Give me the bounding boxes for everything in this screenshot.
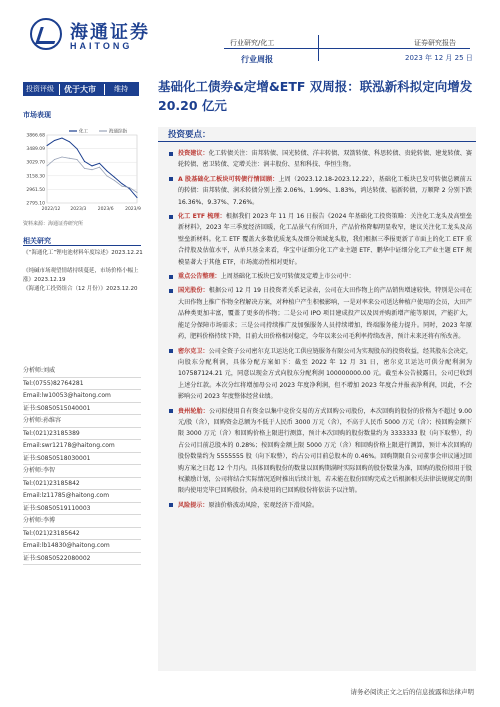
analyst-name: 分析师:刘威 (23, 365, 141, 378)
analyst-tel: Tel:(021)23185389 (23, 428, 141, 441)
analyst-tel: Tel:(021)23185842 (23, 478, 141, 491)
analyst-card (23, 465, 141, 515)
key-point-item (168, 174, 472, 208)
market-section-title: 市场表现 (23, 111, 51, 119)
analyst-email[interactable]: Email:swr12178@haitong.com (23, 440, 141, 453)
series-point (107, 176, 108, 177)
analyst-cert: 证书:S0850519110003 (23, 503, 141, 516)
plot-frame (47, 135, 137, 203)
key-point-lead: 贵州轮胎： (178, 407, 209, 415)
analyst-tel: Tel:(021)23185642 (23, 528, 141, 541)
series-point (99, 163, 100, 164)
series-point (54, 159, 55, 160)
y-tick-label: 3158.30 (26, 174, 45, 180)
key-points-rule (158, 141, 476, 142)
rating-trend: 维持 (114, 85, 128, 93)
header-rule (224, 48, 470, 49)
series-point (84, 168, 85, 169)
bullet-square-icon (169, 409, 173, 413)
series-point (69, 141, 70, 142)
logo-cn-text: 海通证券 (70, 22, 150, 43)
series-point (92, 165, 93, 166)
series-point (92, 169, 93, 170)
key-point-lead: 密尔克卫： (178, 347, 209, 355)
series-point (114, 180, 115, 181)
report-date: 2023 年 12 月 25 日 (405, 54, 473, 62)
haitong-logo (30, 18, 180, 58)
series-point (99, 167, 100, 168)
key-point-item (168, 148, 472, 171)
series-point (122, 183, 123, 184)
bullet-square-icon (169, 152, 173, 156)
y-tick-label: 3029.70 (26, 160, 45, 166)
legend-label: 化工 (79, 129, 88, 135)
key-point-lead: 国光股份： (178, 287, 209, 295)
x-tick-label: 2023/3 (70, 207, 87, 212)
y-tick-label: 2961.50 (26, 187, 45, 193)
report-header (0, 0, 500, 72)
analyst-card (23, 415, 141, 465)
key-point-text: 根据公司 12 月 19 日投资者关系记录表，公司在大田作物上的产品销售增速较快，特别是公司在大田作物上推广作物全程解决方案，对种植户产生积极影响，一是对率来公司送达种植户使用的会员，大田产品种类更加丰富，覆盖了更多的作物；二是公司 IPO 项目建成投产以及因并购新增产能等原因，产能扩大，能足分保障市场需求；三是公司持续推广及加强服务人员持续增加，终端服务能力提升。同时，2023 年原药，肥料价格持续下降，目前大田价格相对稳定，今年以来公司毛利率持续改善，预计未来还将有所改善。 (178, 287, 472, 341)
key-point-text: 上周基础化工板块已发可转债及定增上市公司中： (220, 273, 355, 281)
series-point (77, 159, 78, 160)
bullet-square-icon (169, 177, 173, 181)
key-point-lead: 重点公告整理： (178, 273, 221, 281)
related-section-title: 相关研究 (23, 237, 51, 245)
key-point-text: 化工转债关注：宙邦转债、国光转债、洋丰转债、双箭转债、科思转债、贵轮转债、建龙转债、赛轮转债、密卫转债、定增关注：润丰股份、星和科技、华恒生物。 (178, 150, 473, 169)
key-point-item (168, 346, 472, 403)
y-tick-label: 3489.09 (26, 147, 45, 153)
report-title: 基础化工债券&定增&ETF 双周报：联泓新科拟定向增发 20.20 亿元 (158, 79, 473, 113)
analyst-cert: 证书:S0850515040001 (23, 403, 141, 416)
analyst-cert: 证书:S0850522080002 (23, 553, 141, 566)
bullet-square-icon (169, 275, 173, 279)
report-category: 行业研究/化工 (230, 39, 275, 47)
key-point-lead: 化工 ETF 梳理： (178, 213, 226, 221)
key-point-lead: A 股基础化工板块可转债行情回顾： (178, 175, 279, 183)
key-point-text: 根据我们 2023 年 11 月 16 日报告《2024 年基础化工投资策略：关注化工龙头及高壁垒新材料》，2023 年三季度经济回暖，化工品景气有所回升，产品价格降幅明显收窄，建议关注化工龙头及高壁垒新材料。化工 ETF 覆盖大多数优质龙头及细分领域龙头股，我们根据三季报更新了市面上的化工 ETF 重合持股及估值水平，从单只基金来看，华宝中证细分化工产业主题 ETF、鹏华中证细分化工产业主题 ETF 规模显著大于其他 ETF，市场流动性相对更好。 (178, 213, 472, 266)
chart-source: 资料来源：海通证券研究所 (23, 221, 84, 227)
series-point (62, 137, 63, 138)
bullet-square-icon (169, 289, 173, 293)
logo-en-text: HAITONG (70, 41, 133, 51)
series-point (114, 177, 115, 178)
key-point-text: 公司全资子公司密尔克卫运达化工供应链服务有限公司为实现股东的投资收益，经其股东会决定，向股东分配利润，具体分配方案如下：截至 2022 年 12 月 31 日，密尔克卫运达可供分配利润为 107587124.21 元，同意以现金方式向股东分配利润 100000000.00 元。截至本公告披露日，公司已收到上述分红款。本次分红将增加母公司 2023 年度净利润，但不增加 2023 年度合并报表净利润，因此，不会影响公司 2023 年度整体经营业绩。 (178, 347, 473, 401)
y-tick-label: 2795.10 (26, 201, 45, 207)
analyst-email[interactable]: Email:lb14830@haitong.com (23, 540, 141, 553)
related-rule (23, 245, 141, 246)
key-point-item (168, 406, 472, 497)
series-point (122, 186, 123, 187)
analyst-email[interactable]: Email:lw10053@haitong.com (23, 390, 141, 403)
key-point-text: 公司拟使用自有资金以集中竞价交易的方式回购公司股份，本次回购的股份的价格为不超过 9.00 元/股（含），回购资金总额为不低于人民币 3000 万元（含），不高于人民币 5000 万元（含）；按回购金额下限 3000 万元（含）和回购价格上限进行测算，预计本次回购的股份数量约为 3333333 股（向下取整），约占公司目前总股本的 0.28%；按回购金额上限 5000 万元（含）和回购价格上限进行测算，预计本次回购的股份数量约为 5555555 股（向下取整），约占公司目前总股本的 0.46%。回购期限自公司董事会审议通过回购方案之日起 12 个月内。具体回购股份的数量以回购期满时实际回购的股份数量为准，回购的股份拟用于股权激励计划，公司将结合实际情况适时推出后续计划，若未能在股份回购完成之后根据相关法律法规规定的期限内使用完毕已回购股份，尚未使用的已回购股份将依法予以注销。 (178, 407, 472, 495)
rating-label: 投资评级 (26, 85, 54, 93)
report-label: 证券研究报告 (414, 39, 456, 47)
market-chart-svg (23, 125, 141, 217)
related-item[interactable]: 《“海通化工”锂电池材料年度综述》2023.12.21 (23, 250, 143, 256)
series-point (69, 158, 70, 159)
series-point (47, 145, 48, 146)
analyst-email[interactable]: Email:lz11785@haitong.com (23, 490, 141, 503)
series-point (47, 165, 48, 166)
investment-rating-bar (23, 82, 139, 96)
key-point-item (168, 500, 472, 511)
analyst-cert: 证书:S0850518030001 (23, 453, 141, 466)
key-point-lead: 投资建议： (178, 150, 209, 157)
bullet-square-icon (169, 215, 173, 219)
key-point-lead: 风险提示： (178, 501, 209, 509)
x-tick-label: 2023/9 (125, 207, 141, 212)
haitong-logo-icon (30, 18, 62, 50)
bullet-square-icon (169, 503, 173, 507)
x-tick-label: 2023/6 (97, 207, 114, 212)
key-point-item (168, 271, 472, 282)
disclaimer-footer: 请务必阅读正文之后的信息披露和法律声明 (350, 688, 474, 696)
key-points-list (168, 148, 472, 514)
analyst-name: 分析师:孙维容 (23, 415, 141, 428)
key-point-text: 上周（2023.12.18-2023.12.22），基础化工板块已发可转债总额前五的转债：宙邦转债、润禾转债分别上涨 2.06%、1.99%、1.83%，鸿达转债、福新转债，万顺降 2 分别下跌 16.36%、9.37%、7.26%。 (178, 175, 473, 206)
series-point (62, 156, 63, 157)
series-point (77, 148, 78, 149)
series-point (129, 188, 130, 189)
key-point-item (168, 211, 472, 268)
series-point (137, 197, 138, 198)
report-kind: 行业周报 (241, 55, 273, 64)
related-item[interactable]: 《海通化工投资组合（12 月份）》2023.12.20 (23, 286, 138, 292)
analyst-card (23, 515, 141, 565)
analyst-tel: Tel:(0755)82764281 (23, 378, 141, 391)
series-line-0 (47, 138, 137, 198)
rating-value: 优于大市 (59, 84, 105, 95)
market-chart (23, 125, 141, 217)
analyst-name: 分析师:李博 (23, 515, 141, 528)
series-point (54, 140, 55, 141)
series-point (137, 192, 138, 193)
key-point-item (168, 285, 472, 342)
series-point (107, 170, 108, 171)
legend-label: 海通综指 (109, 129, 127, 135)
x-tick-label: 2022/12 (41, 207, 61, 212)
analyst-card (23, 365, 141, 415)
related-item[interactable]: 《纯碱市场观望情绪持续蔓延，市场价格小幅上涨》2023.12.19 (23, 268, 139, 283)
bullet-square-icon (169, 349, 173, 353)
series-point (84, 161, 85, 162)
series-point (129, 187, 130, 188)
key-points-title: 投资要点： (168, 130, 211, 140)
y-tick-label: 3866.68 (26, 133, 45, 139)
analyst-name: 分析师:李智 (23, 465, 141, 478)
key-point-text: 原油价格波动风险，宏观经济下滑风险。 (208, 501, 319, 509)
